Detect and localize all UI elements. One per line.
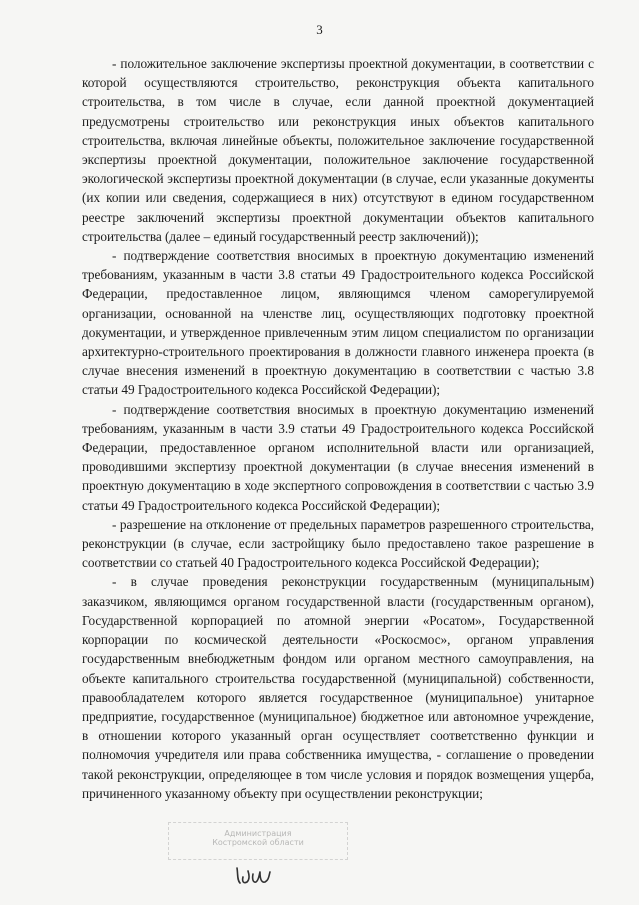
handwritten-initials	[234, 858, 278, 888]
stamp-line-2: Костромской области	[212, 838, 304, 847]
paragraph-expertise-conclusion: - положительное заключение экспертизы проектной документации, в соответствии с которой осуществляются строительство, реконструкция объекта капитального строительства, в том числе в случае, если данной проектной документацией предусмотрены строительство или реконструкция иных объектов капитального строительства, включая линейные объекты, положительное заключение государственной экспертизы проектной документации, положительное заключение государственной экологической экспертизы проектной документации (в случае, если указанные документы (их копии или сведения, содержащиеся в них) отсутствуют в едином государственном реестре заключений экспертизы проектной документации объектов капитального строительства (далее – единый государственный реестр заключений));	[82, 56, 594, 244]
paragraph-reconstruction-agreement: - в случае проведения реконструкции государственным (муниципальным) заказчиком, являющимся органом государственной власти (государственным органом), Государственной корпорацией по атомной энергии «Росатом», Государственной корпорации по космической деятельности «Роскосмос», органом управления государственным внебюджетным фондом или органом местного самоуправления, на объекте капитального строительства государственной (муниципальной) собственности, правообладателем которого является государственное (муниципальное) унитарное предприятие, государственное (муниципальное) бюджетное или автономное учреждение, в отношении которого указанный орган осуществляет соответственно функции и полномочия учредителя или права собственника имущества, - соглашение о проведении такой реконструкции, определяющее в том числе условия и порядок возмещения ущерба, причиненного указанному объекту при осуществлении реконструкции;	[82, 574, 594, 801]
faint-stamp	[168, 822, 348, 860]
stamp-line-1: Администрация	[224, 829, 292, 838]
document-body	[82, 54, 594, 803]
paragraph-confirmation-3-8: - подтверждение соответствия вносимых в проектную документацию изменений требованиям, указанным в части 3.8 статьи 49 Градостроительного кодекса Российской Федерации, предоставленное лицом, являющимся членом саморегулируемой организации, основанной на членстве лиц, осуществляющих подготовку проектной документации, и утвержденное привлеченным этим лицом специалистом по организации архитектурно-строительного проектирования в должности главного инженера проекта (в случае внесения изменений в проектную документацию в соответствии с частью 3.8 статьи 49 Градостроительного кодекса Российской Федерации);	[82, 248, 594, 398]
page-number: 3	[316, 22, 323, 37]
paragraph-confirmation-3-9: - подтверждение соответствия вносимых в проектную документацию изменений требованиям, указанным в части 3.9 статьи 49 Градостроительного кодекса Российской Федерации, предоставленное органом исполнительной власти или организацией, проводившими экспертизу проектной документации (в случае внесения изменений в проектную документацию в ходе экспертного сопровождения в соответствии с частью 3.9 статьи 49 Градостроительного кодекса Российской Федерации);	[82, 401, 594, 513]
paragraph-deviation-permit: - разрешение на отклонение от предельных параметров разрешенного строительства, реконструкции (в случае, если застройщику было предоставлено такое разрешение в соответствии со статьей 40 Градостроительного кодекса Российской Федерации);	[82, 516, 594, 571]
